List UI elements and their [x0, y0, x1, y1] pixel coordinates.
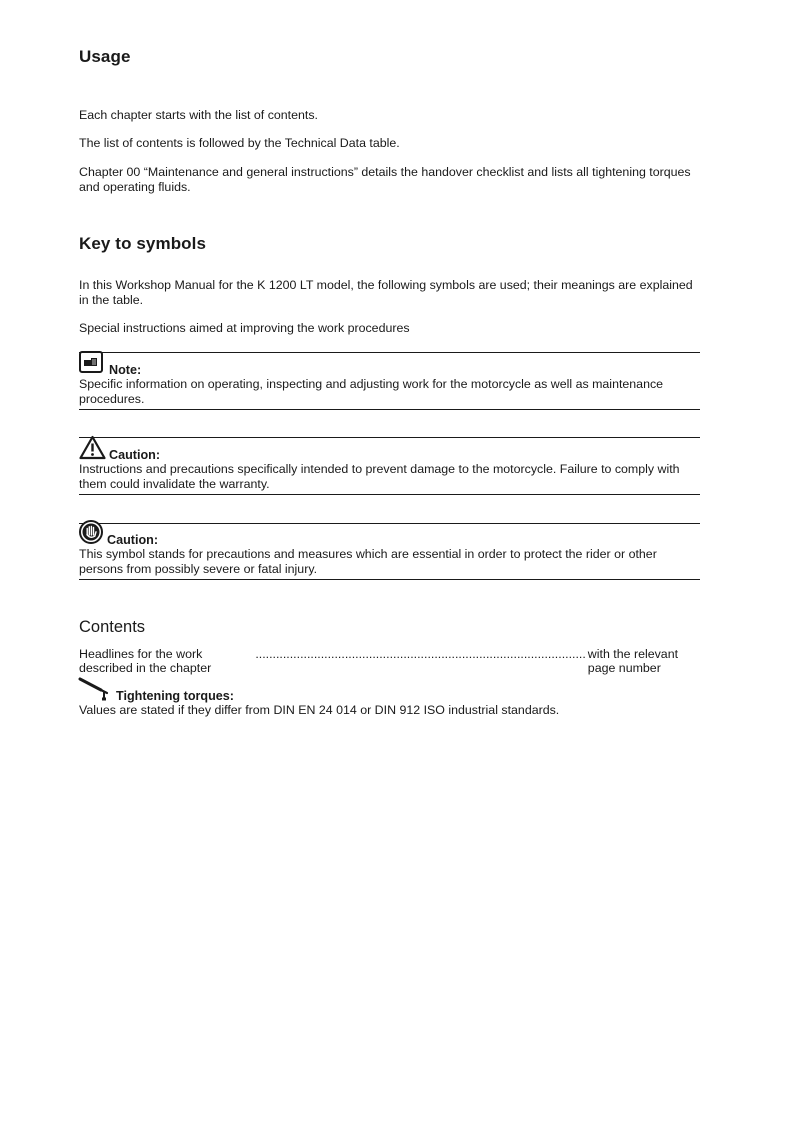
key-to-symbols-heading: Key to symbols — [79, 234, 207, 253]
note-bottom-rule — [79, 409, 700, 410]
usage-heading: Usage — [79, 47, 131, 66]
tightening-torques-label: Tightening torques: — [116, 689, 234, 703]
usage-paragraph-1: Each chapter starts with the list of contents. — [79, 108, 318, 122]
caution1-label: Caution: — [109, 448, 161, 462]
contents-line-right: with the relevant page number — [587, 647, 679, 675]
contents-heading: Contents — [79, 618, 146, 636]
caution2-bottom-rule — [79, 579, 700, 580]
caution1-bottom-rule — [79, 494, 700, 495]
note-label: Note: — [109, 363, 142, 377]
pointing-hand-icon — [79, 351, 103, 378]
caution1-top-rule — [79, 437, 700, 438]
key-intro-paragraph: In this Workshop Manual for the K 1200 LT model, the following symbols are used; their meanings are explained in the table. — [79, 278, 693, 307]
caution1-text: Instructions and precautions specifically intended to prevent damage to the motorcycle. Failure to comply with them could invalidate the warranty. — [79, 462, 680, 491]
caution2-top-rule — [79, 523, 700, 524]
note-top-rule — [79, 352, 700, 353]
note-text: Specific information on operating, inspecting and adjusting work for the motorcycle as well as maintenance procedures. — [79, 377, 664, 406]
caution2-text: This symbol stands for precautions and measures which are essential in order to protect the rider or other persons from possibly severe or fatal injury. — [79, 547, 657, 576]
tightening-torques-text: Values are stated if they differ from DIN EN 24 014 or DIN 912 ISO industrial standards. — [79, 703, 560, 717]
usage-paragraph-2: The list of contents is followed by the Technical Data table. — [79, 136, 400, 150]
contents-line-left: Headlines for the work described in the chapter — [79, 647, 212, 675]
contents-line-dots: ................................................................................................ — [255, 647, 586, 661]
usage-paragraph-3: Chapter 00 “Maintenance and general instructions” details the handover checklist and lists all tightening torques and operating fluids. — [79, 165, 691, 194]
stop-hand-icon — [79, 520, 103, 549]
special-instructions-paragraph: Special instructions aimed at improving the work procedures — [79, 321, 410, 335]
warning-triangle-icon — [79, 435, 106, 465]
caution2-label: Caution: — [107, 533, 159, 547]
contents-line — [79, 647, 700, 675]
